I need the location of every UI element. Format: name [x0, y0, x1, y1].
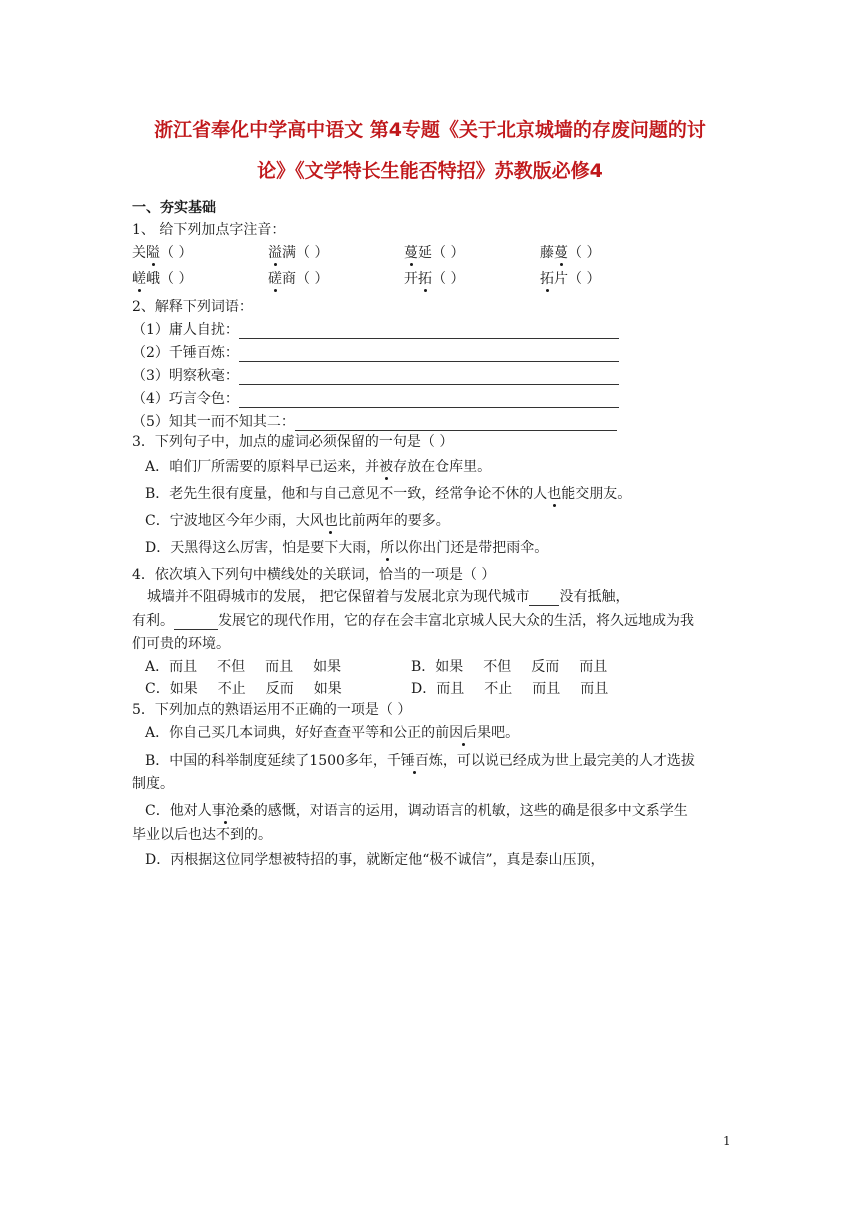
emphasis-dot-char: 也 [547, 486, 562, 502]
q4-option-a: A．而且 不但 而且 如果 [145, 659, 342, 675]
q2-item: （5）知其一而不知其二： [132, 413, 617, 431]
q4-passage-line-3: 们可贵的环境。 [132, 636, 230, 652]
emphasis-dot-char: 溢 [268, 245, 282, 261]
q5-option-b-line-1: B．中国的科举制度延续了1500多年，千锤百炼，可以说已经成为世上最完美的人才选拔 [145, 753, 695, 769]
q1-item: 拓片（ ） [540, 271, 601, 287]
q4-stem: 4．依次填入下列句中横线处的关联词，恰当的一项是（ ） [132, 567, 496, 583]
q4-passage-line-1: 城墙并不阻碍城市的发展， 把它保留着与发展北京为现代城市 没有抵触， [147, 589, 630, 605]
q4-option-c: C．如果 不止 反而 如果 [145, 681, 342, 697]
emphasis-dot-char: 蔓 [404, 245, 418, 261]
q5-option-c-line-2: 毕业以后也达不到的。 [132, 827, 272, 843]
title-line-1: 浙江省奉化中学高中语文 第4专题《关于北京城墙的存废问题的讨 [154, 119, 706, 141]
section-heading: 一、夯实基础 [132, 200, 216, 216]
answer-line[interactable] [239, 370, 619, 385]
q4-option-b: B．如果 不但 反而 而且 [411, 659, 608, 675]
q5-option-d: D．丙根据这位同学想被特招的事，就断定他“极不诚信”，真是泰山压顶， [145, 852, 605, 868]
q5-option-a: A．你自己买几本词典，好好查查平等和公正的前因后果吧。 [145, 725, 520, 741]
answer-line[interactable] [239, 347, 619, 362]
q3-stem: 3．下列句子中，加点的虚词必须保留的一句是（ ） [132, 434, 454, 450]
emphasis-dot-char: 也 [323, 513, 338, 529]
emphasis-dot-char: 拓 [540, 271, 554, 287]
q5-stem: 5．下列加点的熟语运用不正确的一项是（ ） [132, 702, 412, 718]
q5-option-c-line-1: C．他对人事沧桑的感慨，对语言的运用，调动语言的机敏，这些的确是很多中文系学生 [145, 803, 688, 819]
dotted-idiom: 人事沧桑 [197, 803, 254, 819]
q1-item: 嵯峨（ ） [132, 271, 193, 287]
q3-option-d: D．天黑得这么厉害，怕是要下大雨，所以你出门还是带把雨伞。 [145, 540, 549, 556]
q3-option-b: B．老先生很有度量，他和与自己意见不一致，经常争论不休的人也能交朋友。 [145, 486, 632, 502]
title-line-2: 论》《文学特长生能否特招》苏教版必修4 [257, 160, 603, 182]
fill-blank[interactable] [174, 615, 218, 630]
emphasis-dot-char: 磋 [268, 271, 282, 287]
q2-item: （4）巧言令色： [132, 390, 619, 408]
fill-blank[interactable] [529, 591, 559, 606]
page-number: 1 [723, 1134, 731, 1148]
emphasis-dot-char: 被 [379, 459, 394, 475]
q1-item: 溢满（ ） [268, 245, 329, 261]
q1-item: 开拓（ ） [404, 271, 465, 287]
q2-item: （2）千锤百炼： [132, 344, 619, 362]
emphasis-dot-char: 隘 [146, 245, 160, 261]
answer-line[interactable] [295, 416, 617, 431]
q1-item: 藤蔓（ ） [540, 245, 601, 261]
answer-line[interactable] [239, 324, 619, 339]
q5-option-b-line-2: 制度。 [132, 776, 174, 792]
q1-item: 关隘（ ） [132, 245, 193, 261]
q4-option-d: D．而且 不止 而且 而且 [411, 681, 609, 697]
q4-passage-line-2: 有利。 发展它的现代作用，它的存在会丰富北京城人民大众的生活，将久远地成为我 [132, 613, 694, 629]
q3-option-c: C．宁波地区今年少雨，大风也比前两年的要多。 [145, 513, 450, 529]
q1-item: 磋商（ ） [268, 271, 329, 287]
dotted-idiom: 千锤百炼 [386, 753, 443, 769]
emphasis-dot-char: 嵯 [132, 271, 146, 287]
q2-stem: 2、解释下列词语： [132, 299, 253, 315]
dotted-idiom: 前因后果 [435, 725, 492, 741]
q3-option-a: A．咱们厂所需要的原料早已运来，并被存放在仓库里。 [145, 459, 492, 475]
emphasis-dot-char: 拓 [418, 271, 432, 287]
answer-line[interactable] [239, 393, 619, 408]
q1-stem: 1、 给下列加点字注音： [132, 222, 286, 238]
q1-item: 蔓延（ ） [404, 245, 465, 261]
emphasis-dot-char: 蔓 [554, 245, 568, 261]
q2-item: （1）庸人自扰： [132, 321, 619, 339]
emphasis-dot-char: 所 [380, 540, 395, 556]
q2-item: （3）明察秋毫： [132, 367, 619, 385]
